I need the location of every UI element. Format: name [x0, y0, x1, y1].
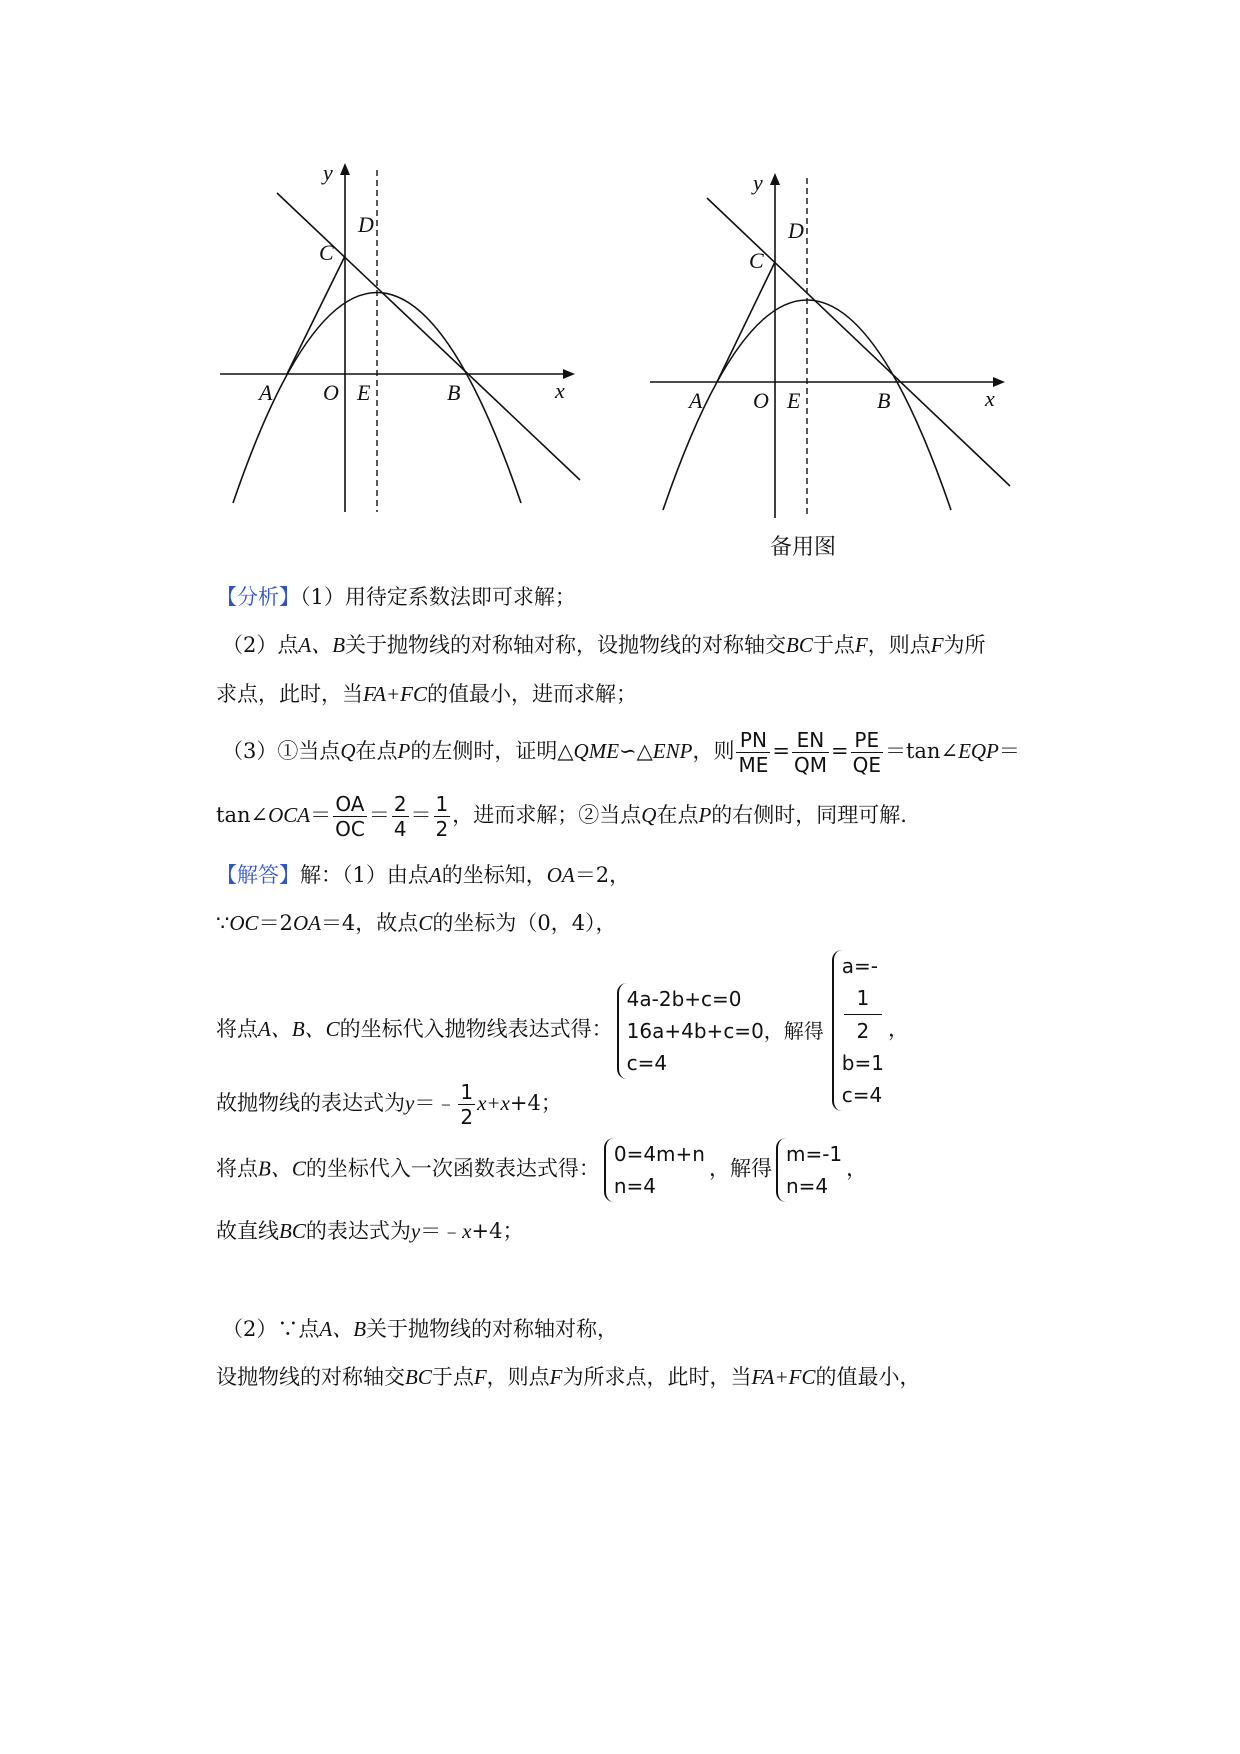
svg-text:x: x: [985, 386, 995, 411]
label-e: E: [357, 380, 371, 405]
solution-system-2: m=-1 n=4: [776, 1138, 842, 1202]
equation-system-1: 4a-2b+c=0 16a+4b+c=0，解得 c=4: [617, 983, 824, 1079]
svg-text:A: A: [689, 388, 703, 413]
label-b: B: [447, 380, 461, 405]
figure-main: [215, 160, 585, 520]
label-x: x: [555, 378, 565, 403]
svg-text:O: O: [753, 388, 769, 413]
figure-caption: 备用图: [770, 535, 837, 560]
figure-backup: [645, 170, 1015, 530]
segment-ac: [287, 256, 345, 374]
solution-line-6: 故直线BC的表达式为y＝﹣x+4；: [216, 1219, 524, 1243]
label-y: y: [323, 160, 333, 185]
solution-line-2: ∵OC＝2OA＝4，故点C的坐标为（0，4），: [216, 911, 617, 935]
solution-line-5: 将点B、C的坐标代入一次函数表达式得： 0=4m+n n=4 ，解得 m=-1 n=4 ，: [216, 1138, 867, 1202]
solution-tag: 【解答】: [216, 863, 300, 887]
analysis-line-4: （3）①当点Q在点P的左侧时，证明△QME∽△ENP，则 $\frac{PN}{ME}$ = $\frac{EN}{QM}$ = $\frac{PE}{QE}$ ＝tan∠EQP＝: [222, 728, 1020, 777]
label-c: C: [319, 240, 334, 265]
svg-text:E: E: [787, 388, 801, 413]
equation-system-2: 0=4m+n n=4: [604, 1138, 705, 1202]
frac-pn-me: $\frac{PN}{ME}$: [738, 728, 769, 777]
solution-line-7: （2）∵点A、B关于抛物线的对称轴对称，: [222, 1317, 619, 1341]
solution-line-4: 故抛物线的表达式为y＝﹣ $\frac{1}{2}$ x+x+4；: [216, 1080, 562, 1129]
analysis-line-3: 求点，此时，当FA+FC的值最小，进而求解；: [216, 682, 637, 706]
analysis-line-1: 【分析】（1）用待定系数法即可求解；: [216, 585, 576, 609]
solution-line-8: 设抛物线的对称轴交BC于点F，则点F为所求点，此时，当FA+FC的值最小，: [216, 1365, 921, 1389]
solution-system-1: a=- 1 2 b=1 c=4: [832, 950, 884, 1111]
label-a: A: [259, 380, 273, 405]
analysis-line-2: （2）点A、B关于抛物线的对称轴对称，设抛物线的对称轴交BC于点F，则点F为所: [222, 633, 986, 657]
line-bc: [277, 193, 580, 480]
svg-text:B: B: [877, 388, 891, 413]
analysis-tag: 【分析】: [216, 585, 300, 609]
solution-line-1: 【解答】解：（1）由点A的坐标知，OA＝2，: [216, 863, 631, 887]
analysis-line-5: tan∠OCA＝ $\frac{OA}{OC}$ ＝ $\frac{2}{4}$ ＝ $\frac{1}{2}$ ，进而求解；②当点Q在点P的右侧时，同理可解.: [216, 792, 907, 841]
svg-text:C: C: [749, 248, 764, 273]
label-d: D: [358, 212, 374, 237]
label-o: O: [323, 380, 339, 405]
y-arrow: [340, 163, 350, 175]
solution-line-3: 将点A、B、C的坐标代入抛物线表达式得： 4a-2b+c=0 16a+4b+c=0，解得 c=4 a=- 1 2 b=1 c=4 ，: [216, 950, 909, 1111]
frac-en-qm: $\frac{EN}{QM}$: [793, 728, 827, 777]
svg-text:D: D: [788, 218, 804, 243]
svg-text:y: y: [753, 170, 763, 195]
x-arrow: [563, 369, 575, 379]
frac-pe-qe: $\frac{PE}{QE}$: [852, 728, 881, 777]
